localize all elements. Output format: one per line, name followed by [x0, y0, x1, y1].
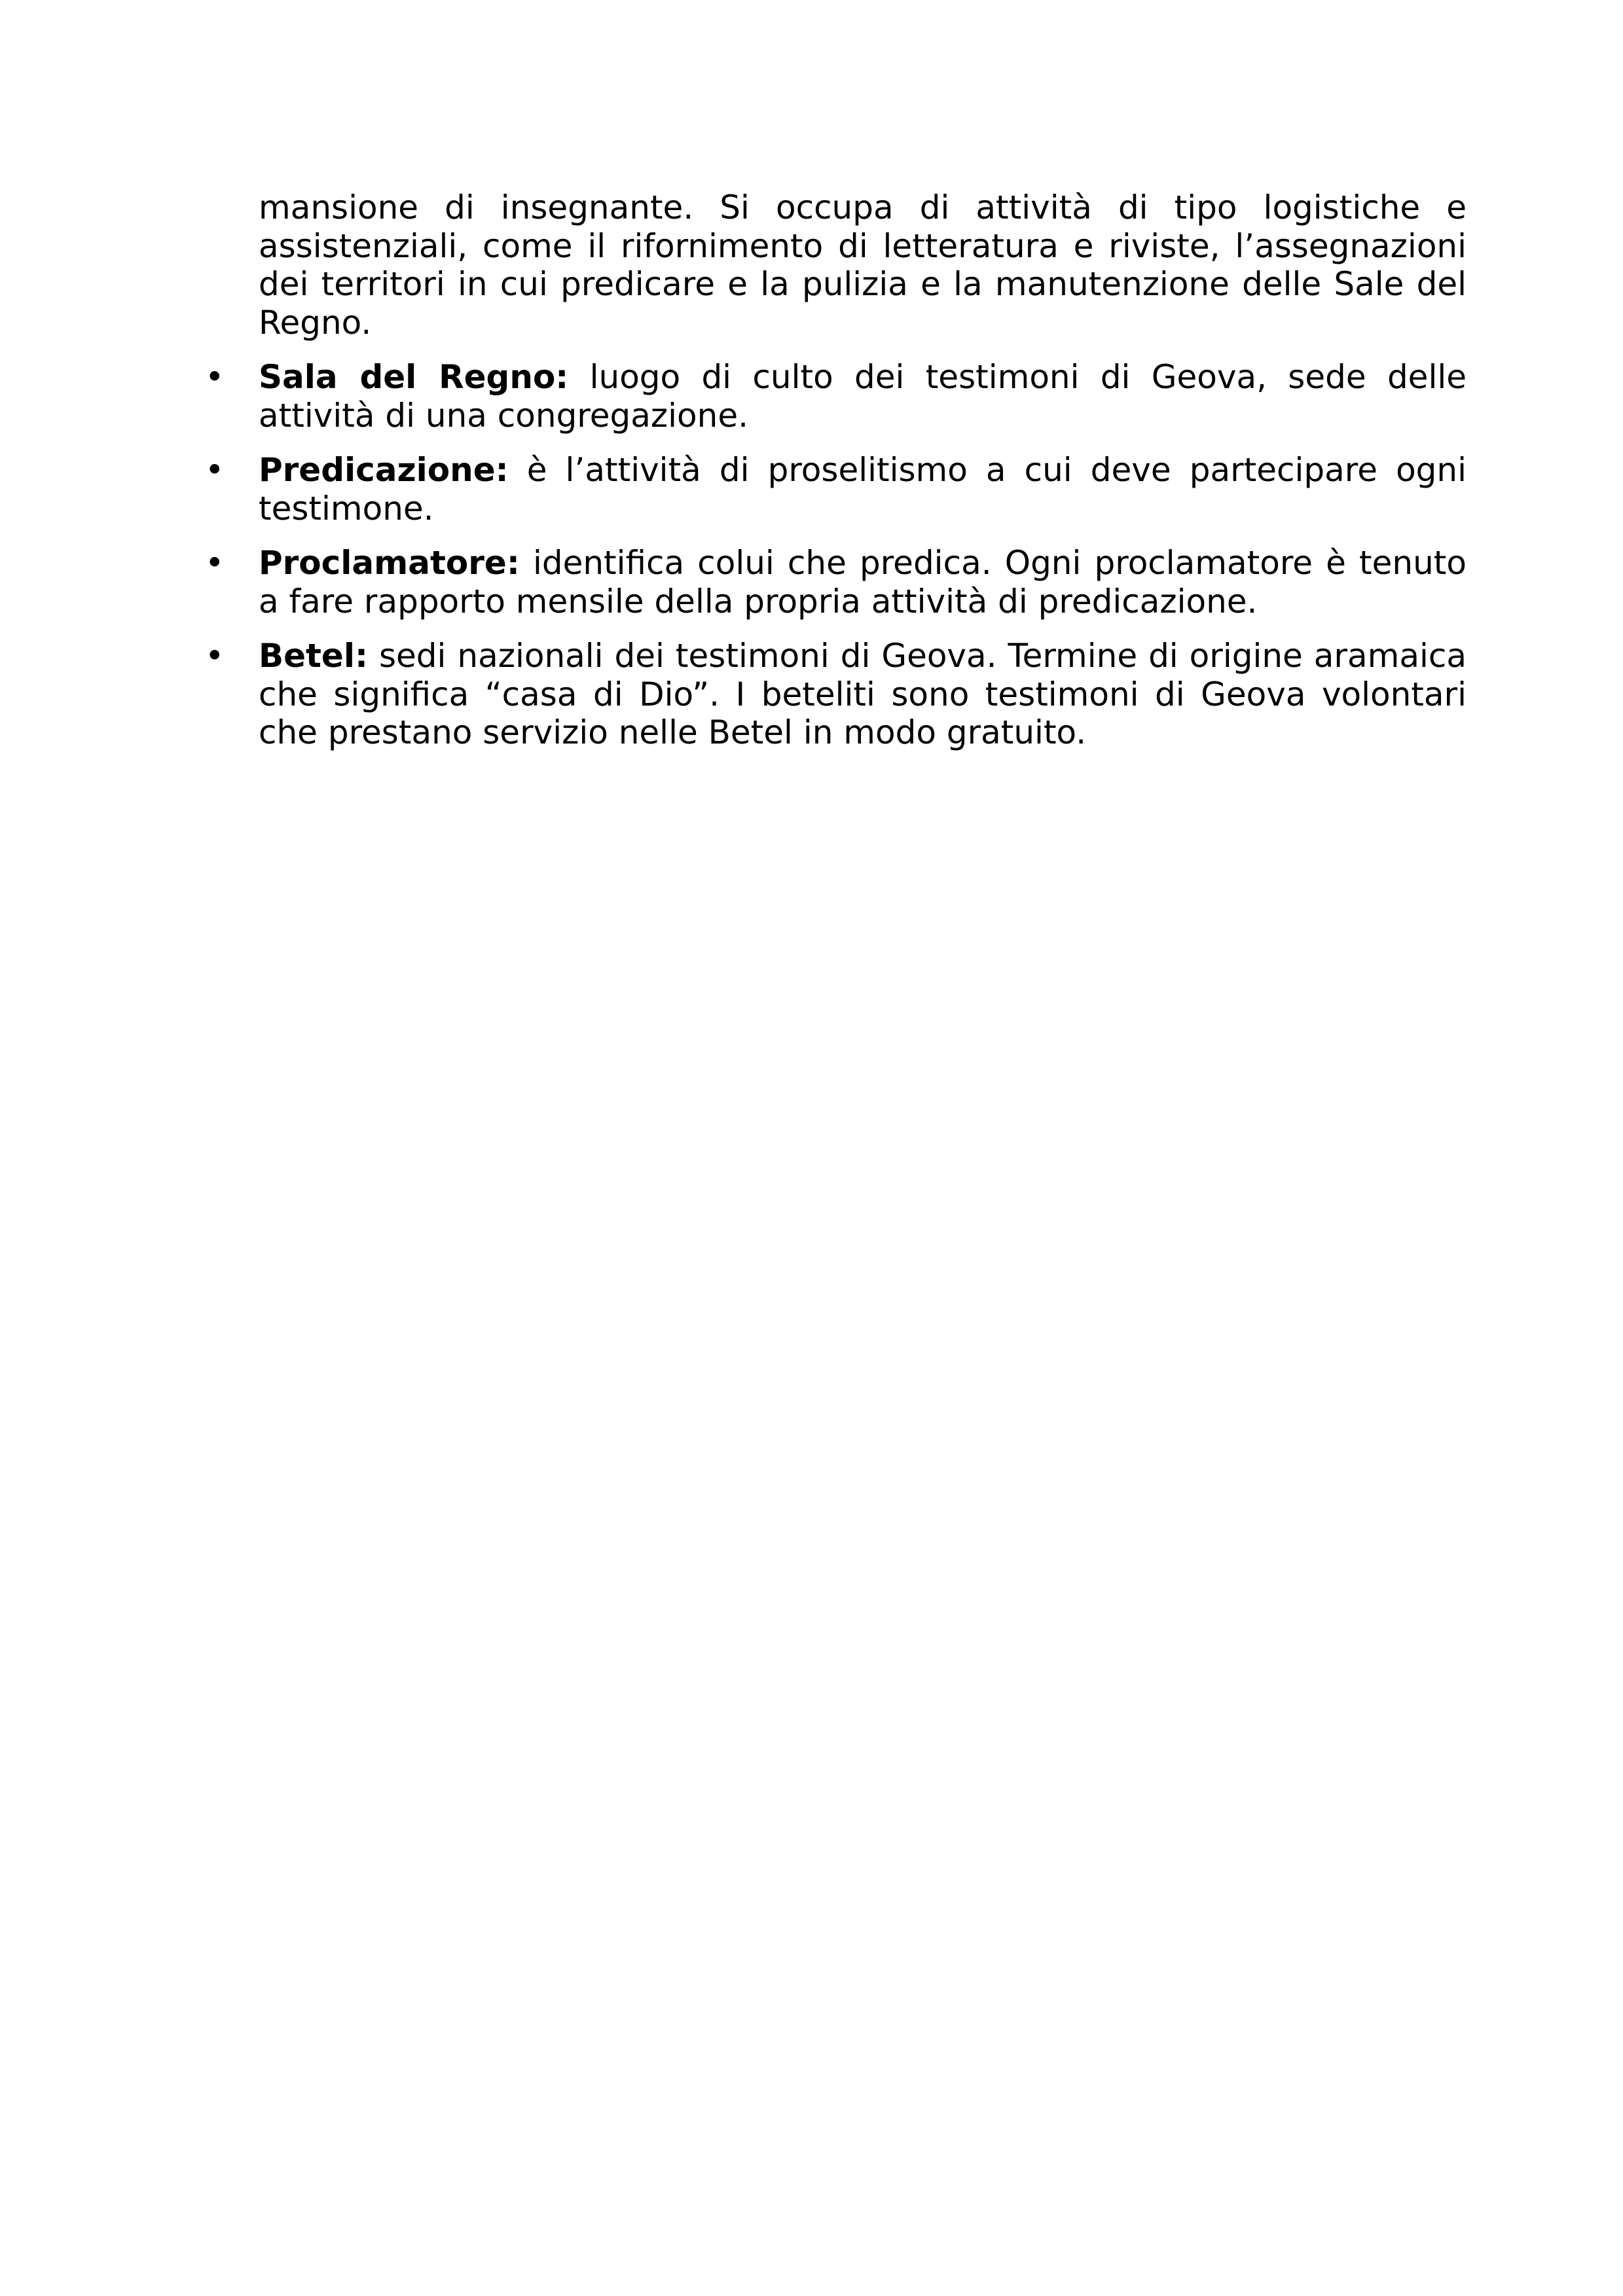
- glossary-term: Sala del Regno:: [259, 358, 569, 396]
- glossary-item-proclamatore: [205, 544, 1467, 620]
- bullet-icon: •: [205, 358, 225, 396]
- bullet-icon: •: [205, 451, 225, 489]
- page-content: [205, 188, 1467, 752]
- bullet-icon: •: [205, 637, 225, 675]
- glossary-item-sala-del-regno: [205, 358, 1467, 435]
- glossary-list: [205, 358, 1467, 752]
- glossary-item-predicazione: [205, 451, 1467, 528]
- continuation-paragraph: mansione di insegnante. Si occupa di attività di tipo logistiche e assistenziali, come il rifornimento di letteratura e riviste, l’assegnazioni dei territori in cui predicare e la pulizia e la manutenzione delle Sale del Regno.: [259, 188, 1467, 342]
- glossary-term: Predicazione:: [259, 451, 509, 489]
- glossary-item-betel: [205, 637, 1467, 752]
- glossary-definition: è l’attività di proselitismo a cui deve partecipare ogni testimone.: [259, 451, 1467, 528]
- glossary-definition: luogo di culto dei testimoni di Geova, sede delle attività di una congregazione.: [259, 358, 1467, 435]
- glossary-term: Proclamatore:: [259, 544, 520, 582]
- glossary-definition: identifica colui che predica. Ogni proclamatore è tenuto a fare rapporto mensile della propria attività di predicazione.: [259, 544, 1467, 620]
- glossary-term: Betel:: [259, 637, 368, 675]
- glossary-definition: sedi nazionali dei testimoni di Geova. Termine di origine aramaica che significa “casa di Dio”. I beteliti sono testimoni di Geova volontari che prestano servizio nelle Betel in modo gratuito.: [259, 637, 1467, 751]
- bullet-icon: •: [205, 544, 225, 582]
